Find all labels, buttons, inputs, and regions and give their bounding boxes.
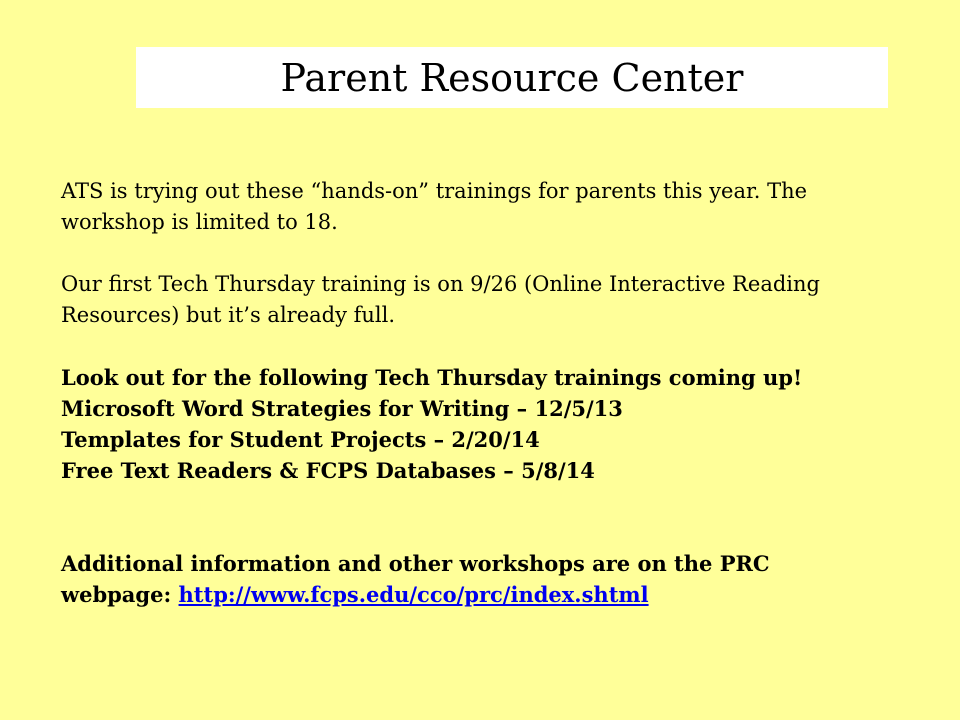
- training-item: Templates for Student Projects – 2/20/14: [61, 427, 540, 452]
- spacer: [61, 486, 921, 517]
- upcoming-trainings: [61, 362, 921, 486]
- page-title: Parent Resource Center: [280, 55, 744, 100]
- additional-info: [61, 548, 921, 610]
- spacer: [61, 517, 921, 548]
- first-training-paragraph: [61, 269, 921, 331]
- intro-line-1: ATS is trying out these “hands-on” trainings for parents this year. The: [61, 179, 808, 203]
- intro-paragraph: [61, 176, 921, 238]
- additional-line-1: Additional information and other workshops are on the PRC: [61, 551, 770, 576]
- training-item: Free Text Readers & FCPS Databases – 5/8/14: [61, 458, 595, 483]
- first-training-line-2: Resources) but it’s already full.: [61, 303, 396, 327]
- webpage-label: webpage:: [61, 582, 179, 607]
- body-content: [61, 176, 921, 610]
- intro-line-2: workshop is limited to 18.: [61, 210, 338, 234]
- first-training-line-1: Our first Tech Thursday training is on 9/26 (Online Interactive Reading: [61, 272, 820, 296]
- spacer: [61, 331, 921, 362]
- title-box: [136, 47, 888, 108]
- prc-webpage-link[interactable]: http://www.fcps.edu/cco/prc/index.shtml: [178, 582, 649, 607]
- upcoming-heading: Look out for the following Tech Thursday trainings coming up!: [61, 365, 803, 390]
- additional-line-2: [61, 579, 921, 610]
- training-item: Microsoft Word Strategies for Writing – 12/5/13: [61, 396, 623, 421]
- spacer: [61, 238, 921, 269]
